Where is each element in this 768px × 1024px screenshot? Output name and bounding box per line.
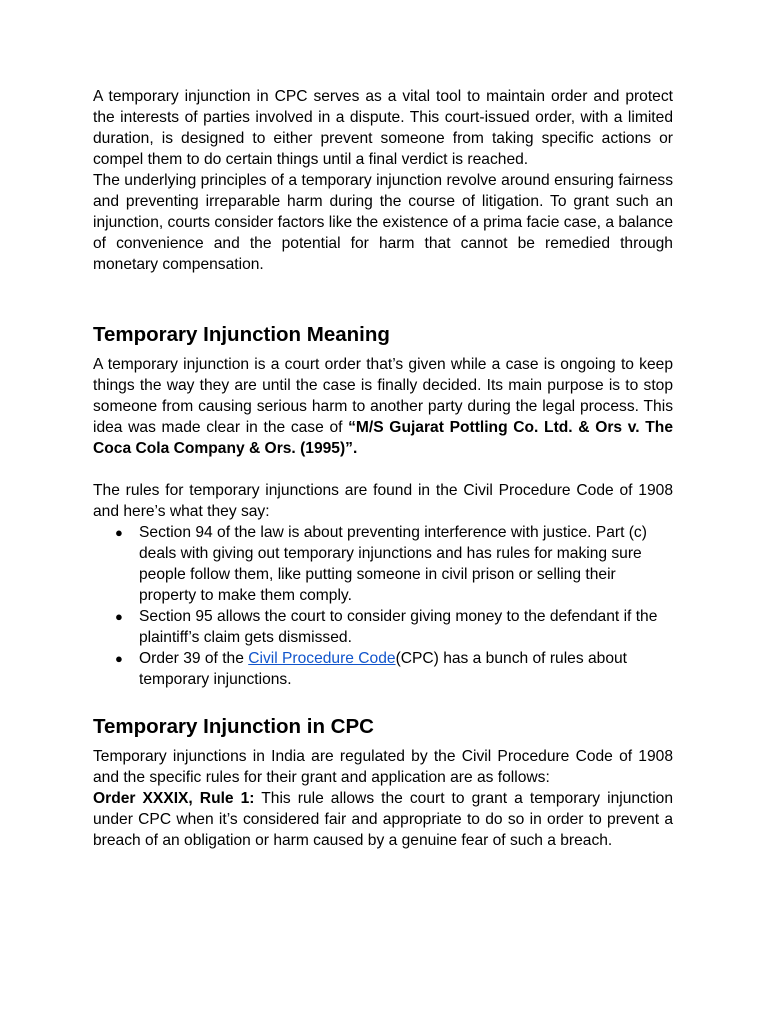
document-page — [93, 86, 673, 851]
list-item — [93, 648, 673, 690]
bullet-glyph: ● — [115, 609, 123, 624]
list-item-text: Section 94 of the law is about preventing interference with justice. Part (c) deals with giving out temporary injunctions and has rules for making sure people follow them, like putting someone in civil prison or selling their property to make them comply. — [139, 524, 647, 604]
bullet-glyph: ● — [115, 651, 123, 666]
list-item — [93, 522, 673, 606]
intro-paragraph-1: A temporary injunction in CPC serves as a vital tool to maintain order and protect the interests of parties involved in a dispute. This court-issued order, with a limited duration, is designed to either prevent someone from taking specific actions or compel them to do certain things until a final verdict is reached. — [93, 88, 673, 168]
meaning-paragraph — [93, 354, 673, 459]
list-item-text: Section 95 allows the court to consider giving money to the defendant if the plaintiff’s claim gets dismissed. — [139, 608, 658, 646]
list-item-text-after: (CPC) has a bunch of rules about temporary injunctions. — [139, 650, 627, 688]
cpc-paragraph-2 — [93, 788, 673, 851]
heading-temporary-injunction-in-cpc: Temporary Injunction in CPC — [93, 715, 374, 738]
list-item — [93, 606, 673, 648]
cpc-paragraph-1: Temporary injunctions in India are regulated by the Civil Procedure Code of 1908 and the specific rules for their grant and application are as follows: — [93, 748, 673, 786]
order-rule-label: Order XXXIX, Rule 1: — [93, 790, 255, 807]
bullet-glyph: ● — [115, 525, 123, 540]
meaning-paragraph-text: A temporary injunction is a court order that’s given while a case is ongoing to keep things the way they are until the case is finally decided. Its main purpose is to stop someone from causing serious harm to another party during the legal process. This idea was made clear in the case of — [93, 356, 673, 436]
intro-paragraph-2: The underlying principles of a temporary injunction revolve around ensuring fairness and preventing irreparable harm during the course of litigation. To grant such an injunction, courts consider factors like the existence of a prima facie case, a balance of convenience and the potential for harm that cannot be remedied through monetary compensation. — [93, 172, 673, 273]
case-citation: “M/S Gujarat Pottling Co. Ltd. & Ors v. The Coca Cola Company & Ors. (1995)”. — [93, 419, 674, 457]
heading-temporary-injunction-meaning: Temporary Injunction Meaning — [93, 323, 390, 346]
civil-procedure-code-link[interactable]: Civil Procedure Code — [248, 650, 396, 667]
rules-intro-paragraph: The rules for temporary injunctions are found in the Civil Procedure Code of 1908 and here’s what they say: — [93, 482, 673, 520]
rules-list — [93, 522, 673, 690]
list-item-text-before: Order 39 of the — [139, 650, 249, 667]
order-rule-text: This rule allows the court to grant a temporary injunction under CPC when it’s considered fair and appropriate to do so in order to prevent a breach of an obligation or harm caused by a genuine fear of such a breach. — [93, 790, 673, 849]
